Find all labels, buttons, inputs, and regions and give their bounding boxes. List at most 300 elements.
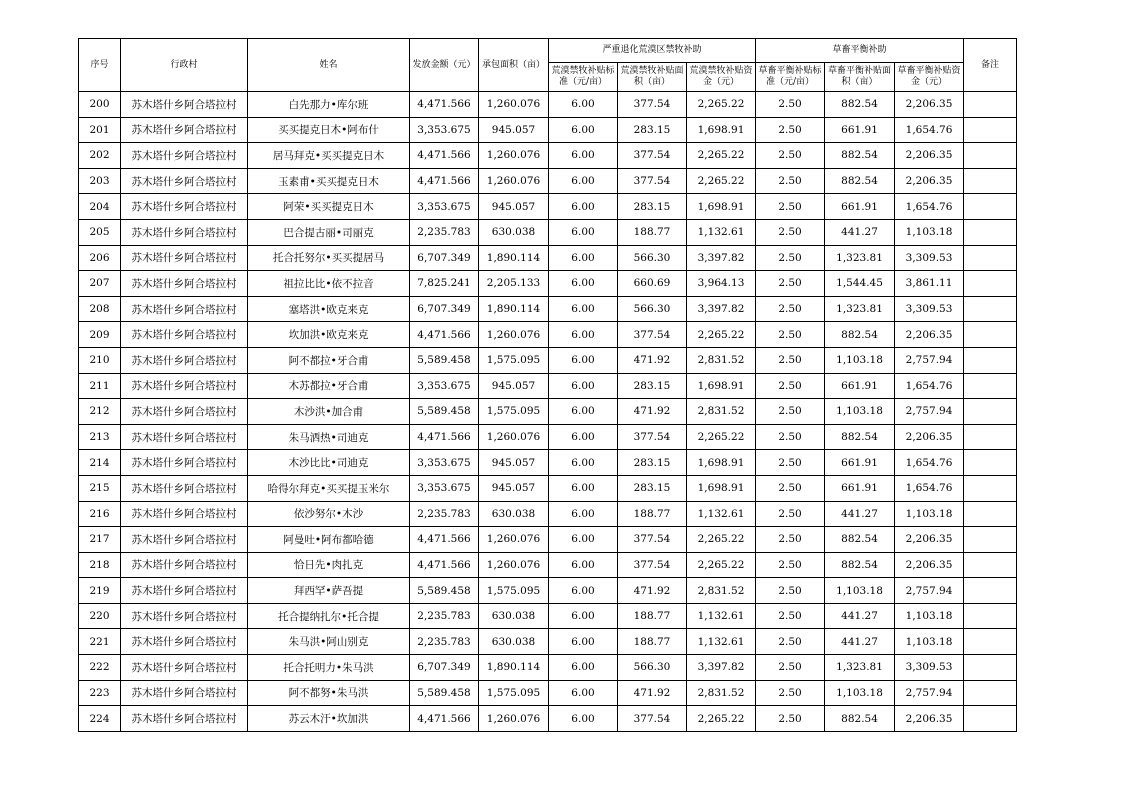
header-area: 承包面积（亩） [479, 39, 549, 92]
cell-seq: 218 [79, 552, 121, 578]
table-row [79, 373, 1017, 399]
cell-area: 2,205.133 [479, 271, 549, 297]
cell-balance-amount: 3,309.53 [895, 655, 964, 681]
cell-desert-standard: 6.00 [549, 219, 618, 245]
cell-village: 苏木塔什乡阿合塔拉村 [121, 655, 248, 681]
header-group-desert: 严重退化荒漠区禁牧补助 [549, 39, 756, 63]
cell-desert-area: 471.92 [618, 399, 687, 425]
cell-balance-amount: 2,206.35 [895, 552, 964, 578]
cell-remark [964, 706, 1017, 732]
cell-area: 1,575.095 [479, 347, 549, 373]
cell-name: 阿曼吐•阿布都哈德 [248, 527, 410, 553]
cell-desert-standard: 6.00 [549, 271, 618, 297]
cell-area: 1,575.095 [479, 680, 549, 706]
cell-balance-amount: 2,206.35 [895, 92, 964, 118]
cell-balance-amount: 1,103.18 [895, 219, 964, 245]
cell-remark [964, 143, 1017, 169]
cell-seq: 203 [79, 168, 121, 194]
table-row [79, 680, 1017, 706]
cell-desert-area: 471.92 [618, 347, 687, 373]
cell-remark [964, 245, 1017, 271]
table-body [79, 92, 1017, 732]
cell-desert-standard: 6.00 [549, 578, 618, 604]
cell-balance-area: 1,103.18 [825, 578, 895, 604]
cell-balance-standard: 2.50 [756, 680, 825, 706]
cell-balance-standard: 2.50 [756, 424, 825, 450]
header-name: 姓名 [248, 39, 410, 92]
cell-name: 托合托努尔•买买提居马 [248, 245, 410, 271]
cell-village: 苏木塔什乡阿合塔拉村 [121, 245, 248, 271]
cell-desert-area: 471.92 [618, 578, 687, 604]
cell-desert-standard: 6.00 [549, 501, 618, 527]
cell-village: 苏木塔什乡阿合塔拉村 [121, 347, 248, 373]
cell-remark [964, 424, 1017, 450]
cell-amount: 3,353.675 [410, 450, 479, 476]
cell-amount: 3,353.675 [410, 373, 479, 399]
cell-amount: 3,353.675 [410, 475, 479, 501]
cell-balance-standard: 2.50 [756, 629, 825, 655]
cell-balance-standard: 2.50 [756, 706, 825, 732]
cell-desert-standard: 6.00 [549, 527, 618, 553]
cell-balance-standard: 2.50 [756, 373, 825, 399]
cell-desert-area: 283.15 [618, 117, 687, 143]
cell-balance-standard: 2.50 [756, 450, 825, 476]
cell-seq: 207 [79, 271, 121, 297]
cell-desert-amount: 3,397.82 [687, 245, 756, 271]
cell-desert-area: 377.54 [618, 92, 687, 118]
cell-desert-area: 471.92 [618, 680, 687, 706]
cell-seq: 201 [79, 117, 121, 143]
cell-balance-standard: 2.50 [756, 271, 825, 297]
cell-desert-area: 283.15 [618, 194, 687, 220]
cell-amount: 2,235.783 [410, 629, 479, 655]
header-balance-area: 草畜平衡补贴面积（亩） [825, 63, 895, 92]
cell-balance-area: 882.54 [825, 424, 895, 450]
cell-seq: 221 [79, 629, 121, 655]
cell-balance-amount: 2,757.94 [895, 399, 964, 425]
cell-balance-amount: 1,654.76 [895, 475, 964, 501]
cell-balance-amount: 1,103.18 [895, 603, 964, 629]
cell-balance-standard: 2.50 [756, 117, 825, 143]
cell-area: 945.057 [479, 194, 549, 220]
cell-remark [964, 296, 1017, 322]
cell-balance-amount: 2,206.35 [895, 527, 964, 553]
cell-desert-standard: 6.00 [549, 603, 618, 629]
table-row [79, 399, 1017, 425]
cell-amount: 2,235.783 [410, 501, 479, 527]
cell-area: 1,260.076 [479, 424, 549, 450]
cell-village: 苏木塔什乡阿合塔拉村 [121, 219, 248, 245]
cell-desert-standard: 6.00 [549, 117, 618, 143]
cell-desert-amount: 2,265.22 [687, 322, 756, 348]
cell-balance-standard: 2.50 [756, 552, 825, 578]
cell-name: 托合托明力•朱马洪 [248, 655, 410, 681]
cell-area: 945.057 [479, 450, 549, 476]
cell-balance-standard: 2.50 [756, 143, 825, 169]
cell-seq: 219 [79, 578, 121, 604]
cell-balance-standard: 2.50 [756, 655, 825, 681]
cell-name: 祖拉比比•依不拉音 [248, 271, 410, 297]
cell-village: 苏木塔什乡阿合塔拉村 [121, 603, 248, 629]
cell-name: 阿不都拉•牙合甫 [248, 347, 410, 373]
cell-area: 1,260.076 [479, 706, 549, 732]
cell-balance-area: 1,323.81 [825, 655, 895, 681]
cell-desert-standard: 6.00 [549, 322, 618, 348]
cell-amount: 7,825.241 [410, 271, 479, 297]
cell-seq: 206 [79, 245, 121, 271]
cell-desert-standard: 6.00 [549, 245, 618, 271]
table-row [79, 245, 1017, 271]
cell-balance-amount: 1,654.76 [895, 373, 964, 399]
table-row [79, 271, 1017, 297]
cell-balance-amount: 1,654.76 [895, 194, 964, 220]
cell-remark [964, 399, 1017, 425]
cell-village: 苏木塔什乡阿合塔拉村 [121, 194, 248, 220]
cell-seq: 224 [79, 706, 121, 732]
cell-seq: 216 [79, 501, 121, 527]
cell-amount: 4,471.566 [410, 322, 479, 348]
cell-balance-amount: 2,206.35 [895, 424, 964, 450]
cell-seq: 214 [79, 450, 121, 476]
cell-balance-standard: 2.50 [756, 527, 825, 553]
cell-desert-standard: 6.00 [549, 450, 618, 476]
cell-balance-standard: 2.50 [756, 578, 825, 604]
cell-desert-area: 377.54 [618, 552, 687, 578]
cell-name: 阿荣•买买提克日木 [248, 194, 410, 220]
cell-area: 1,890.114 [479, 296, 549, 322]
cell-area: 1,260.076 [479, 168, 549, 194]
cell-village: 苏木塔什乡阿合塔拉村 [121, 143, 248, 169]
cell-amount: 4,471.566 [410, 168, 479, 194]
cell-desert-amount: 2,831.52 [687, 399, 756, 425]
cell-desert-amount: 2,265.22 [687, 168, 756, 194]
cell-amount: 5,589.458 [410, 578, 479, 604]
cell-remark [964, 578, 1017, 604]
cell-name: 拜西罕•萨吾提 [248, 578, 410, 604]
cell-village: 苏木塔什乡阿合塔拉村 [121, 706, 248, 732]
cell-desert-amount: 2,831.52 [687, 680, 756, 706]
cell-desert-standard: 6.00 [549, 373, 618, 399]
cell-seq: 220 [79, 603, 121, 629]
table-row [79, 424, 1017, 450]
cell-amount: 3,353.675 [410, 117, 479, 143]
cell-desert-area: 566.30 [618, 245, 687, 271]
cell-desert-area: 566.30 [618, 296, 687, 322]
cell-remark [964, 501, 1017, 527]
cell-seq: 223 [79, 680, 121, 706]
cell-area: 630.038 [479, 603, 549, 629]
cell-balance-area: 441.27 [825, 629, 895, 655]
header-group-balance: 草畜平衡补助 [756, 39, 964, 63]
cell-remark [964, 168, 1017, 194]
cell-seq: 209 [79, 322, 121, 348]
cell-desert-standard: 6.00 [549, 168, 618, 194]
table-row [79, 706, 1017, 732]
cell-desert-standard: 6.00 [549, 706, 618, 732]
cell-village: 苏木塔什乡阿合塔拉村 [121, 373, 248, 399]
table-row [79, 168, 1017, 194]
cell-remark [964, 373, 1017, 399]
cell-desert-area: 377.54 [618, 706, 687, 732]
cell-village: 苏木塔什乡阿合塔拉村 [121, 92, 248, 118]
cell-balance-standard: 2.50 [756, 219, 825, 245]
cell-desert-standard: 6.00 [549, 629, 618, 655]
cell-seq: 202 [79, 143, 121, 169]
cell-desert-area: 566.30 [618, 655, 687, 681]
cell-desert-standard: 6.00 [549, 296, 618, 322]
cell-name: 木苏都拉•牙合甫 [248, 373, 410, 399]
cell-balance-amount: 2,757.94 [895, 578, 964, 604]
cell-village: 苏木塔什乡阿合塔拉村 [121, 552, 248, 578]
cell-balance-area: 882.54 [825, 706, 895, 732]
table-row [79, 475, 1017, 501]
cell-village: 苏木塔什乡阿合塔拉村 [121, 168, 248, 194]
cell-balance-amount: 1,654.76 [895, 450, 964, 476]
cell-area: 630.038 [479, 219, 549, 245]
cell-remark [964, 450, 1017, 476]
table-row [79, 603, 1017, 629]
cell-name: 坎加洪•欧克来克 [248, 322, 410, 348]
cell-seq: 215 [79, 475, 121, 501]
cell-desert-area: 660.69 [618, 271, 687, 297]
header-seq: 序号 [79, 39, 121, 92]
cell-seq: 204 [79, 194, 121, 220]
table-row [79, 117, 1017, 143]
cell-balance-area: 1,103.18 [825, 680, 895, 706]
cell-desert-area: 377.54 [618, 527, 687, 553]
cell-area: 630.038 [479, 629, 549, 655]
cell-area: 1,260.076 [479, 527, 549, 553]
cell-village: 苏木塔什乡阿合塔拉村 [121, 578, 248, 604]
cell-desert-amount: 1,132.61 [687, 603, 756, 629]
cell-balance-area: 441.27 [825, 501, 895, 527]
cell-amount: 4,471.566 [410, 92, 479, 118]
header-desert-area: 荒漠禁牧补贴面积（亩） [618, 63, 687, 92]
cell-desert-area: 377.54 [618, 168, 687, 194]
cell-remark [964, 271, 1017, 297]
cell-balance-standard: 2.50 [756, 168, 825, 194]
cell-balance-area: 441.27 [825, 219, 895, 245]
cell-remark [964, 194, 1017, 220]
cell-balance-amount: 2,206.35 [895, 322, 964, 348]
cell-balance-area: 661.91 [825, 450, 895, 476]
cell-desert-amount: 2,265.22 [687, 527, 756, 553]
cell-name: 买买提克日木•阿布什 [248, 117, 410, 143]
cell-amount: 4,471.566 [410, 706, 479, 732]
cell-amount: 5,589.458 [410, 347, 479, 373]
cell-name: 依沙努尔•木沙 [248, 501, 410, 527]
table-row [79, 578, 1017, 604]
cell-amount: 4,471.566 [410, 552, 479, 578]
cell-name: 木沙洪•加合甫 [248, 399, 410, 425]
header-remark: 备注 [964, 39, 1017, 92]
table-row [79, 501, 1017, 527]
cell-village: 苏木塔什乡阿合塔拉村 [121, 629, 248, 655]
cell-seq: 205 [79, 219, 121, 245]
cell-desert-area: 377.54 [618, 322, 687, 348]
cell-name: 阿不都努•朱马洪 [248, 680, 410, 706]
cell-balance-area: 882.54 [825, 322, 895, 348]
cell-desert-amount: 1,698.91 [687, 117, 756, 143]
cell-balance-amount: 1,654.76 [895, 117, 964, 143]
cell-village: 苏木塔什乡阿合塔拉村 [121, 399, 248, 425]
cell-area: 1,260.076 [479, 143, 549, 169]
cell-balance-standard: 2.50 [756, 194, 825, 220]
cell-balance-standard: 2.50 [756, 347, 825, 373]
cell-area: 1,260.076 [479, 552, 549, 578]
cell-desert-standard: 6.00 [549, 194, 618, 220]
cell-remark [964, 680, 1017, 706]
cell-desert-amount: 3,964.13 [687, 271, 756, 297]
cell-amount: 6,707.349 [410, 655, 479, 681]
cell-name: 白先那力•库尔班 [248, 92, 410, 118]
cell-desert-amount: 1,132.61 [687, 629, 756, 655]
cell-desert-amount: 2,265.22 [687, 706, 756, 732]
header-desert-amount: 荒漠禁牧补贴资金（元） [687, 63, 756, 92]
cell-amount: 5,589.458 [410, 399, 479, 425]
table-row [79, 143, 1017, 169]
cell-area: 1,575.095 [479, 578, 549, 604]
cell-desert-standard: 6.00 [549, 92, 618, 118]
cell-desert-amount: 1,698.91 [687, 475, 756, 501]
cell-balance-area: 882.54 [825, 527, 895, 553]
cell-balance-area: 882.54 [825, 552, 895, 578]
cell-village: 苏木塔什乡阿合塔拉村 [121, 424, 248, 450]
cell-area: 1,575.095 [479, 399, 549, 425]
table-row [79, 552, 1017, 578]
cell-balance-area: 1,323.81 [825, 296, 895, 322]
cell-amount: 4,471.566 [410, 527, 479, 553]
cell-balance-standard: 2.50 [756, 245, 825, 271]
cell-desert-amount: 1,698.91 [687, 450, 756, 476]
cell-balance-amount: 2,206.35 [895, 168, 964, 194]
table-row [79, 347, 1017, 373]
cell-village: 苏木塔什乡阿合塔拉村 [121, 501, 248, 527]
cell-area: 945.057 [479, 373, 549, 399]
cell-desert-area: 377.54 [618, 143, 687, 169]
cell-area: 945.057 [479, 117, 549, 143]
cell-balance-area: 882.54 [825, 168, 895, 194]
cell-desert-amount: 1,132.61 [687, 501, 756, 527]
cell-desert-amount: 1,698.91 [687, 373, 756, 399]
cell-village: 苏木塔什乡阿合塔拉村 [121, 322, 248, 348]
cell-seq: 200 [79, 92, 121, 118]
cell-name: 居马拜克•买买提克日木 [248, 143, 410, 169]
cell-name: 巴合提古丽•司丽克 [248, 219, 410, 245]
header-village: 行政村 [121, 39, 248, 92]
cell-balance-area: 1,103.18 [825, 399, 895, 425]
cell-remark [964, 92, 1017, 118]
cell-desert-area: 283.15 [618, 450, 687, 476]
cell-desert-standard: 6.00 [549, 347, 618, 373]
cell-balance-area: 1,323.81 [825, 245, 895, 271]
cell-desert-standard: 6.00 [549, 143, 618, 169]
table-row [79, 450, 1017, 476]
cell-balance-area: 661.91 [825, 117, 895, 143]
table-row [79, 92, 1017, 118]
header-balance-standard: 草畜平衡补贴标准（元/亩） [756, 63, 825, 92]
cell-desert-amount: 2,831.52 [687, 347, 756, 373]
cell-amount: 5,589.458 [410, 680, 479, 706]
table-row [79, 629, 1017, 655]
cell-balance-standard: 2.50 [756, 322, 825, 348]
header-balance-amount: 草畜平衡补贴资金（元） [895, 63, 964, 92]
header-amount: 发放金额（元） [410, 39, 479, 92]
cell-desert-area: 188.77 [618, 219, 687, 245]
cell-amount: 4,471.566 [410, 143, 479, 169]
cell-seq: 210 [79, 347, 121, 373]
cell-desert-amount: 1,132.61 [687, 219, 756, 245]
cell-remark [964, 347, 1017, 373]
cell-balance-amount: 2,757.94 [895, 680, 964, 706]
cell-remark [964, 322, 1017, 348]
cell-balance-area: 661.91 [825, 373, 895, 399]
table-row [79, 219, 1017, 245]
cell-area: 1,260.076 [479, 92, 549, 118]
cell-seq: 213 [79, 424, 121, 450]
cell-desert-standard: 6.00 [549, 424, 618, 450]
cell-village: 苏木塔什乡阿合塔拉村 [121, 296, 248, 322]
cell-village: 苏木塔什乡阿合塔拉村 [121, 680, 248, 706]
cell-area: 1,260.076 [479, 322, 549, 348]
cell-remark [964, 475, 1017, 501]
cell-desert-amount: 2,831.52 [687, 578, 756, 604]
cell-desert-amount: 2,265.22 [687, 92, 756, 118]
cell-balance-amount: 3,309.53 [895, 296, 964, 322]
cell-desert-area: 188.77 [618, 603, 687, 629]
cell-desert-amount: 2,265.22 [687, 143, 756, 169]
cell-name: 塞塔洪•欧克来克 [248, 296, 410, 322]
cell-name: 朱马洒热•司迪克 [248, 424, 410, 450]
cell-village: 苏木塔什乡阿合塔拉村 [121, 475, 248, 501]
cell-desert-standard: 6.00 [549, 655, 618, 681]
table-row [79, 655, 1017, 681]
cell-area: 1,890.114 [479, 655, 549, 681]
cell-seq: 212 [79, 399, 121, 425]
cell-balance-area: 1,103.18 [825, 347, 895, 373]
cell-name: 木沙比比•司迪克 [248, 450, 410, 476]
cell-name: 苏云木汗•坎加洪 [248, 706, 410, 732]
cell-name: 哈得尔拜克•买买提玉米尔 [248, 475, 410, 501]
cell-balance-standard: 2.50 [756, 399, 825, 425]
cell-area: 945.057 [479, 475, 549, 501]
cell-balance-amount: 1,103.18 [895, 501, 964, 527]
cell-village: 苏木塔什乡阿合塔拉村 [121, 271, 248, 297]
cell-balance-standard: 2.50 [756, 92, 825, 118]
cell-seq: 208 [79, 296, 121, 322]
table-header [79, 39, 1017, 92]
table-row [79, 527, 1017, 553]
cell-name: 恰日先•肉扎克 [248, 552, 410, 578]
cell-balance-amount: 2,206.35 [895, 143, 964, 169]
cell-seq: 211 [79, 373, 121, 399]
cell-balance-standard: 2.50 [756, 296, 825, 322]
cell-remark [964, 603, 1017, 629]
cell-balance-area: 661.91 [825, 475, 895, 501]
cell-desert-standard: 6.00 [549, 552, 618, 578]
cell-balance-area: 882.54 [825, 92, 895, 118]
cell-area: 1,890.114 [479, 245, 549, 271]
cell-desert-amount: 3,397.82 [687, 655, 756, 681]
cell-desert-standard: 6.00 [549, 680, 618, 706]
cell-village: 苏木塔什乡阿合塔拉村 [121, 527, 248, 553]
cell-balance-amount: 3,309.53 [895, 245, 964, 271]
cell-remark [964, 655, 1017, 681]
cell-desert-area: 188.77 [618, 629, 687, 655]
cell-remark [964, 552, 1017, 578]
cell-remark [964, 527, 1017, 553]
cell-desert-area: 283.15 [618, 373, 687, 399]
